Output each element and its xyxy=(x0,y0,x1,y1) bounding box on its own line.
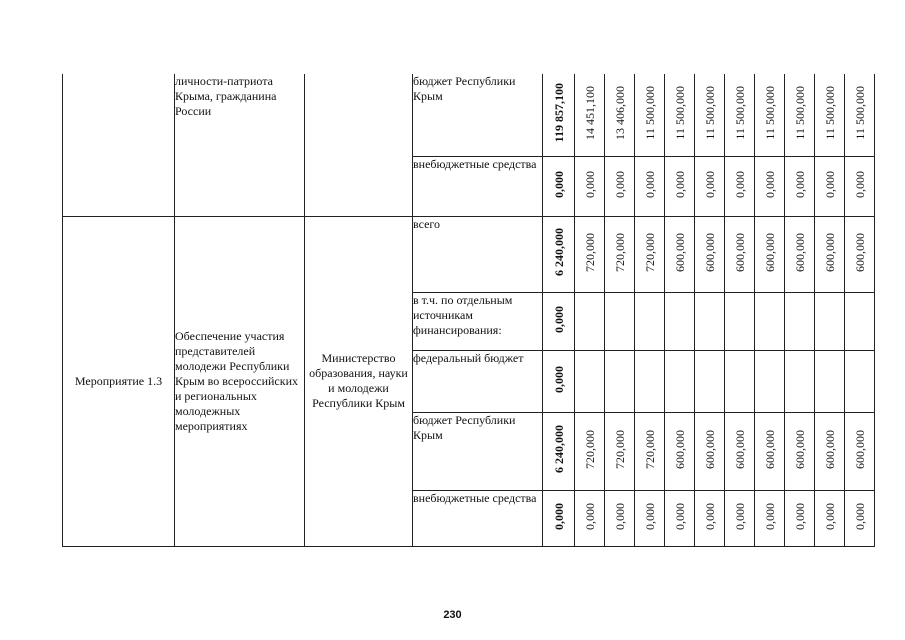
year-value: 600,000 xyxy=(732,232,747,272)
year-value: 0,000 xyxy=(582,170,597,198)
year-value: 720,000 xyxy=(612,232,627,272)
total-value: 6 240,000 xyxy=(551,228,566,276)
year-value: 11 500,000 xyxy=(732,85,747,140)
year-value: 600,000 xyxy=(702,429,717,469)
year-value: 0,000 xyxy=(702,502,717,530)
year-value: 0,000 xyxy=(672,170,687,198)
year-value: 600,000 xyxy=(762,232,777,272)
year-value: 0,000 xyxy=(792,170,807,198)
year-value: 720,000 xyxy=(642,429,657,469)
year-value: 600,000 xyxy=(672,232,687,272)
year-value: 600,000 xyxy=(762,429,777,469)
funding-table xyxy=(62,74,875,547)
year-value: 0,000 xyxy=(612,170,627,198)
source-cell: федеральный бюджет xyxy=(413,350,543,412)
source-cell: внебюджетные средства xyxy=(413,156,543,216)
measure-description-cell: Обеспечение участия представителей молодежи Республики Крым во всероссийских и региональных молодежных мероприятиях xyxy=(175,216,305,546)
year-value: 720,000 xyxy=(582,429,597,469)
year-value: 13 406,000 xyxy=(612,85,627,140)
year-value: 600,000 xyxy=(702,232,717,272)
year-value: 720,000 xyxy=(612,429,627,469)
year-value: 600,000 xyxy=(792,429,807,469)
year-value: 0,000 xyxy=(822,502,837,530)
executor-cell: Министерство образования, науки и молодежи Республики Крым xyxy=(305,216,413,546)
year-value: 720,000 xyxy=(642,232,657,272)
year-value: 0,000 xyxy=(822,170,837,198)
year-value: 600,000 xyxy=(792,232,807,272)
year-value: 600,000 xyxy=(672,429,687,469)
year-value: 11 500,000 xyxy=(852,85,867,140)
year-value: 0,000 xyxy=(702,170,717,198)
year-value: 11 500,000 xyxy=(822,85,837,140)
total-value: 0,000 xyxy=(551,365,566,393)
year-value: 0,000 xyxy=(732,502,747,530)
year-value: 0,000 xyxy=(762,170,777,198)
year-value: 0,000 xyxy=(732,170,747,198)
year-value: 11 500,000 xyxy=(642,85,657,140)
year-value: 11 500,000 xyxy=(762,85,777,140)
measure-name-cell: Мероприятие 1.3 xyxy=(63,216,175,546)
year-value: 0,000 xyxy=(642,502,657,530)
table-row xyxy=(63,216,875,292)
year-value: 600,000 xyxy=(822,232,837,272)
total-value: 6 240,000 xyxy=(551,425,566,473)
source-cell: бюджет Республики Крым xyxy=(413,412,543,490)
year-value: 0,000 xyxy=(642,170,657,198)
year-value: 720,000 xyxy=(582,232,597,272)
year-value: 0,000 xyxy=(612,502,627,530)
year-value: 0,000 xyxy=(792,502,807,530)
page-number: 230 xyxy=(443,609,462,621)
year-value: 14 451,100 xyxy=(582,85,597,140)
year-value: 600,000 xyxy=(732,429,747,469)
year-value: 11 500,000 xyxy=(702,85,717,140)
source-cell: бюджет Республики Крым xyxy=(413,74,543,156)
source-cell: в т.ч. по отдельным источникам финансирования: xyxy=(413,292,543,350)
source-cell: внебюджетные средства xyxy=(413,490,543,546)
year-value: 11 500,000 xyxy=(792,85,807,140)
total-value: 0,000 xyxy=(551,502,566,530)
year-value: 11 500,000 xyxy=(672,85,687,140)
description-cell: личности-патриота Крыма, гражданина России xyxy=(175,74,305,216)
total-value: 0,000 xyxy=(551,170,566,198)
year-value: 0,000 xyxy=(672,502,687,530)
year-value: 0,000 xyxy=(762,502,777,530)
year-value: 600,000 xyxy=(852,429,867,469)
empty-measure-cell xyxy=(63,74,175,216)
year-value: 0,000 xyxy=(852,170,867,198)
year-value: 0,000 xyxy=(852,502,867,530)
year-value: 600,000 xyxy=(852,232,867,272)
table-row xyxy=(63,74,875,156)
year-value: 600,000 xyxy=(822,429,837,469)
total-value: 119 857,100 xyxy=(551,83,566,143)
empty-executor-cell xyxy=(305,74,413,216)
year-value: 0,000 xyxy=(582,502,597,530)
source-cell: всего xyxy=(413,216,543,292)
total-value: 0,000 xyxy=(551,305,566,333)
